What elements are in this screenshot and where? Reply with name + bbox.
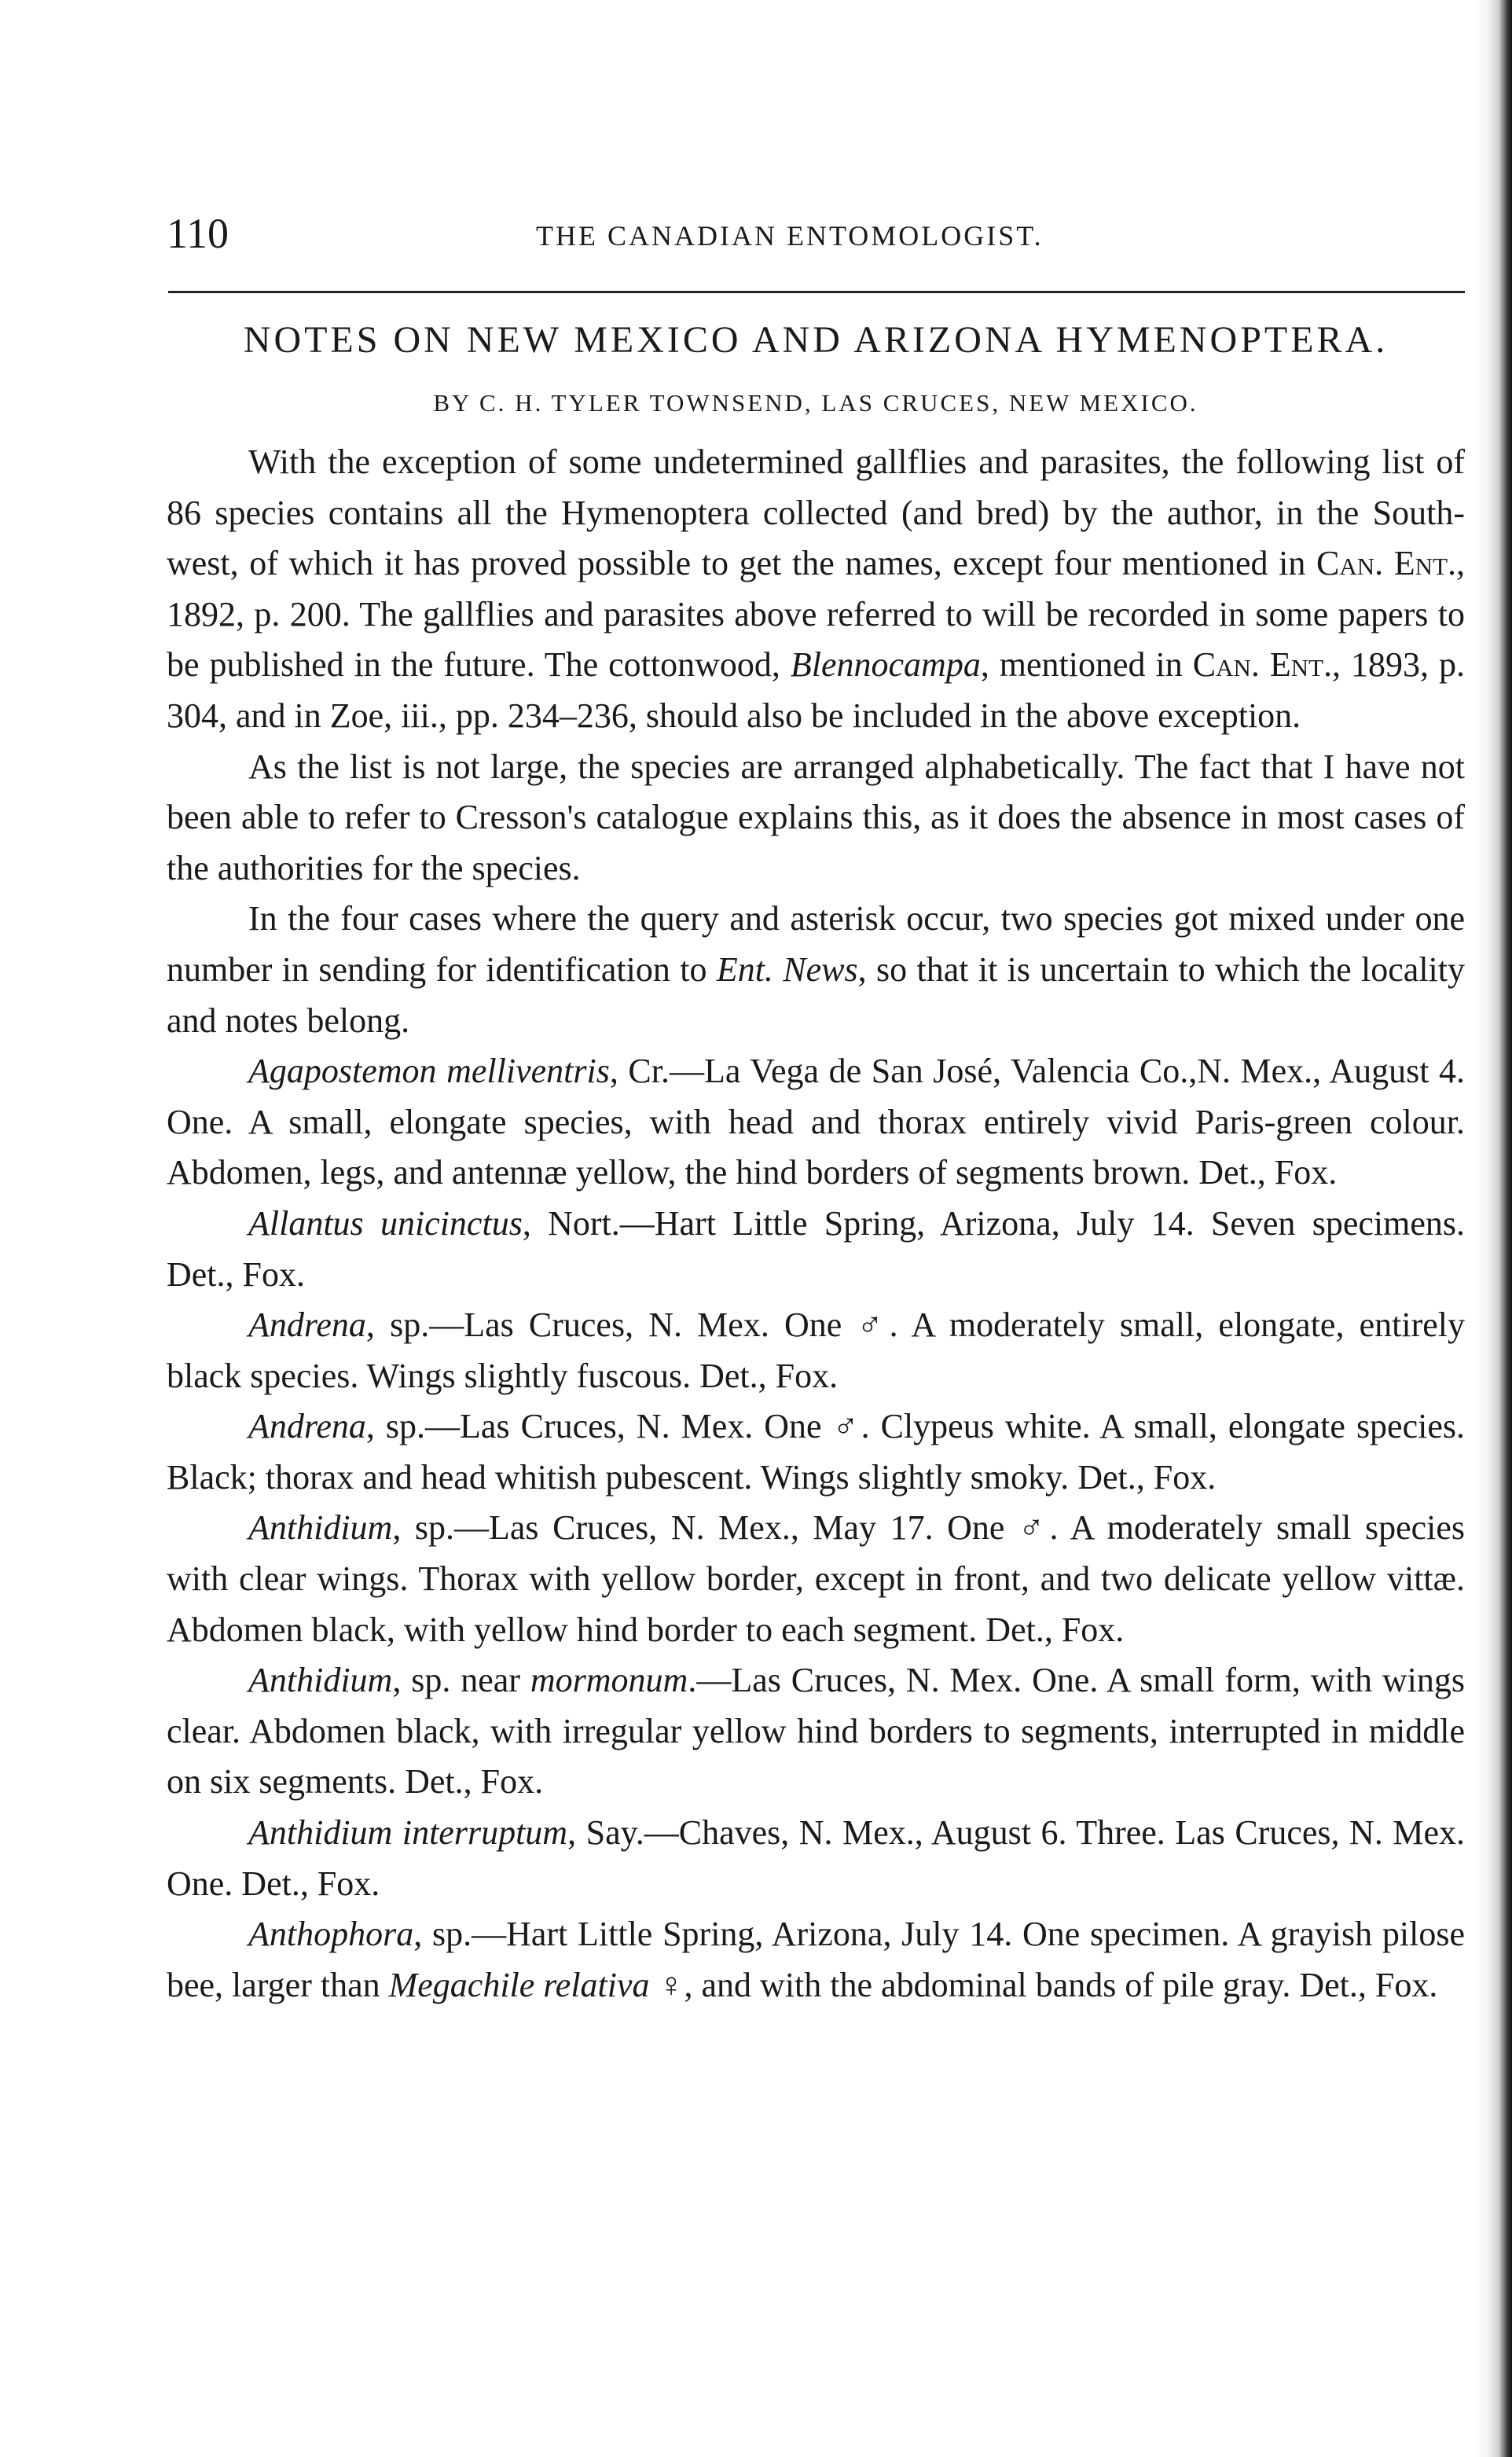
text-run: In the four cases where the query and asterisk occur, two species got mixed under one number in sending for identification to [167,899,1465,989]
journal-reference: Can. Ent. [1316,544,1457,583]
entry-text: , Cr.—La Vega de San José, Valencia Co.,N. Mex., August 4. One. A small, elongate species, with head and thorax entirely vivid Paris-green colour. Abdomen, legs, and antennæ yellow, the hind borders of segments brown. Det., Fox. [167,1052,1465,1192]
text-run: , 1892, p. 200. The gallflies and parasites above referred to will be recorded in some papers to be published in the future. The cottonwood, [167,544,1466,685]
species-name: Megachile relativa [388,1965,650,2004]
entry-text: .—Las Cruces, N. Mex. One. A small form, with wings clear. Abdomen black, with irregular yellow hind borders to segments, interrupted in middle on six segments. Det., Fox. [167,1661,1465,1801]
entry-text: , sp.—Las Cruces, N. Mex. One ♂. Clypeus white. A small, elongate species. Black; thorax and head whitish pubescent. Wings slightly smoky. Det., Fox. [167,1407,1465,1497]
paragraph: As the list is not large, the species are arranged alphabetically. The fact that I have not been able to refer to Cresson's catalogue explains this, as it does the absence in most cases of the authorities for the species. [167,747,1465,887]
species-name: Allantus unicinctus [248,1203,523,1243]
species-name: Anthidium [248,1661,393,1700]
species-entry [167,1300,1465,1401]
genus-name: Blennocampa [790,645,981,685]
species-name: mormonum [530,1661,688,1700]
species-entry [167,1655,1465,1808]
paragraph [167,894,1465,1046]
text-run: , so that it is uncertain to which the locality and notes belong. [167,949,1466,1040]
article-byline: BY C. H. TYLER TOWNSEND, LAS CRUCES, NEW MEXICO. [433,389,1198,417]
page-number: 110 [167,210,229,257]
page-edge-shadow [1474,0,1512,2457]
species-entry [167,1046,1465,1199]
entry-text: , sp.—Hart Little Spring, Arizona, July 14. One specimen. A grayish pilose bee, larger than [167,1915,1465,2004]
species-entry [167,1199,1465,1300]
entry-text: , sp.—Las Cruces, N. Mex. One ♂. A moderately small, elongate, entirely black species. Wings slightly fuscous. Det., Fox. [167,1306,1465,1395]
entry-text: , sp. near [392,1661,530,1700]
species-name: Agapostemon melliventris [248,1052,610,1091]
entry-text: , Nort.—Hart Little Spring, Arizona, July 14. Seven specimens. Det., Fox. [167,1203,1465,1294]
header-rule [168,291,1465,293]
species-entry [167,1808,1465,1909]
species-entry [167,1909,1465,2011]
species-entry [167,1503,1465,1655]
page [167,0,1465,2457]
entry-text: ♀, and with the abdominal bands of pile gray. Det., Fox. [649,1965,1438,2004]
species-entry [167,1401,1465,1503]
text-run: , 1893, p. 304, and in Zoe, iii., pp. 234–236, should also be included in the above exception. [167,645,1466,735]
running-head [167,206,1465,261]
journal-reference: Can. Ent. [1192,645,1333,685]
text-run: , mentioned in [980,645,1193,685]
text-run: With the exception of some undetermined gallflies and parasites, the following list of 86 species contains all the Hymenoptera collected (and bred) by the author, in the South-west, of which it has proved possible to get the names, except four mentioned in [167,443,1465,583]
journal-reference: Ent. News [716,949,858,989]
species-name: Anthidium interruptum [248,1813,568,1853]
article-body [167,437,1465,2011]
paragraph [167,437,1465,742]
entry-text: , sp.—Las Cruces, N. Mex., May 17. One ♂. A moderately small species with clear wings. Thorax with yellow border, except in front, and two delicate yellow vittæ. Abdomen black, with yellow hind border to each segment. Det., Fox. [167,1508,1465,1649]
species-name: Anthidium [248,1508,393,1548]
journal-title: THE CANADIAN ENTOMOLOGIST. [536,220,1044,252]
entry-text: , Say.—Chaves, N. Mex., August 6. Three. Las Cruces, N. Mex. One. Det., Fox. [167,1813,1465,1903]
article-title: NOTES ON NEW MEXICO AND ARIZONA HYMENOPTERA. [243,319,1389,361]
species-name: Anthophora [248,1915,414,1954]
species-name: Andrena [248,1306,366,1345]
species-name: Andrena [248,1407,366,1446]
